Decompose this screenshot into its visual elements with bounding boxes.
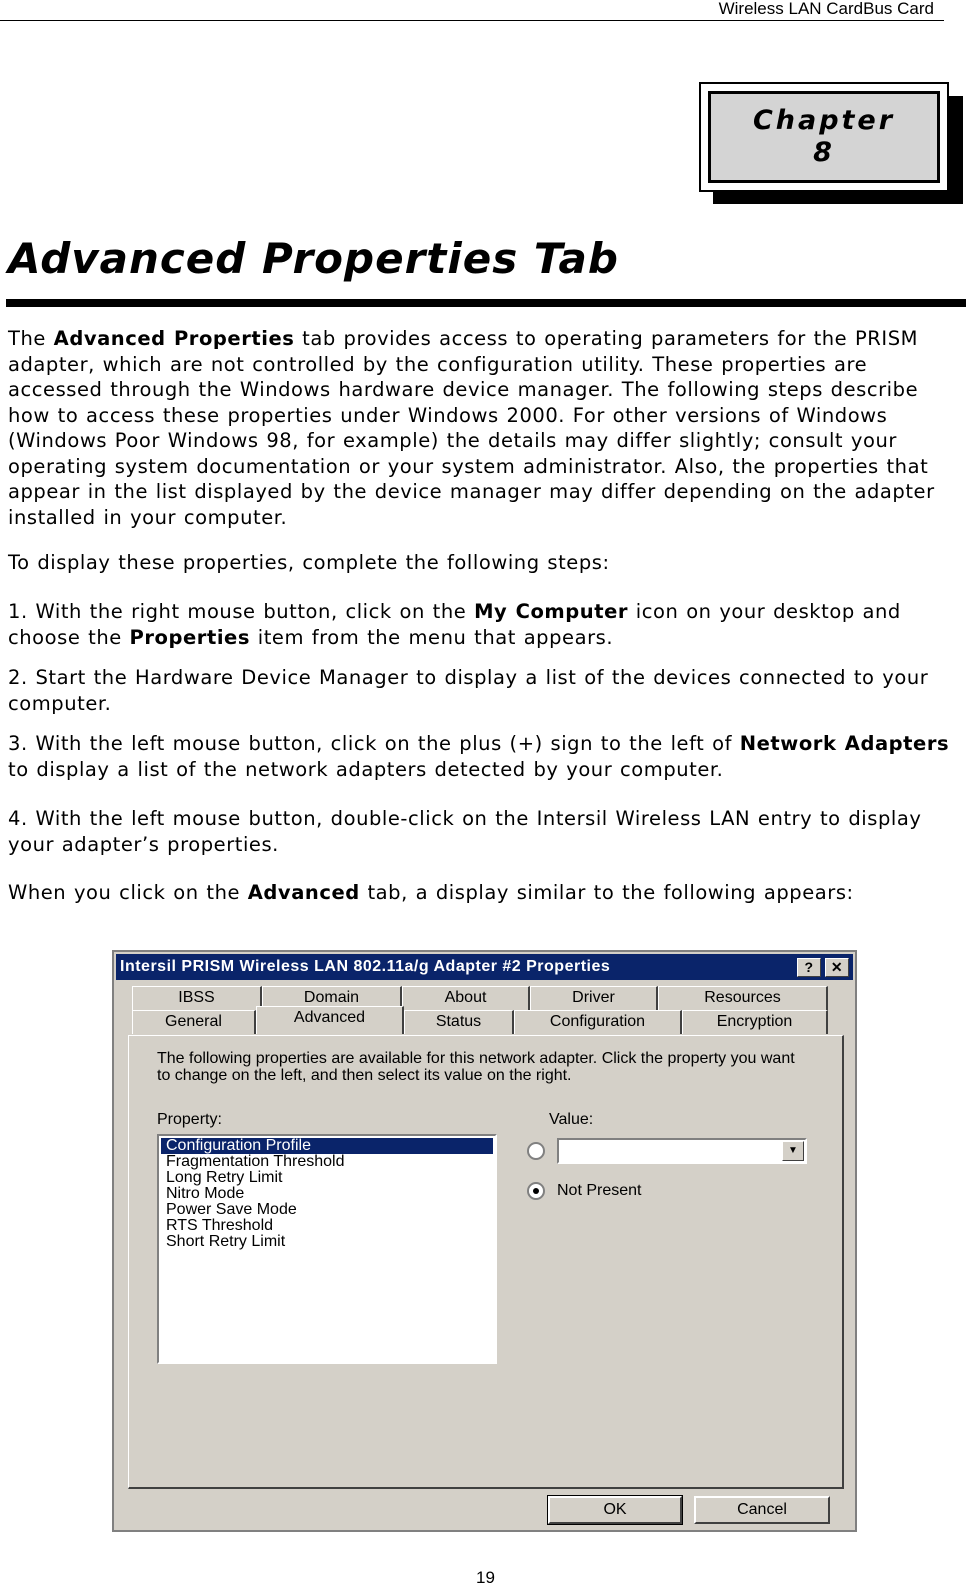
tab-ibss[interactable]: IBSS: [132, 986, 262, 1010]
advanced-note-bold: Advanced: [247, 881, 360, 904]
value-label: Value:: [549, 1111, 594, 1128]
step-3-text-a: 3. With the left mouse button, click on the plus (+) sign to the left of: [8, 732, 740, 755]
step-1-text-a: 1. With the right mouse button, click on the: [8, 600, 475, 623]
step-2: 2. Start the Hardware Device Manager to display a list of the devices connected to your computer.: [8, 666, 929, 715]
close-button[interactable]: ✕: [825, 958, 849, 977]
tab-configuration[interactable]: Configuration: [514, 1010, 682, 1034]
not-present-label: Not Present: [557, 1182, 642, 1199]
tab-about[interactable]: About: [402, 986, 530, 1010]
step-3: [8, 731, 963, 782]
cancel-button[interactable]: Cancel: [694, 1496, 830, 1524]
advanced-tab-panel: [128, 1035, 844, 1489]
property-item-rts-threshold[interactable]: RTS Threshold: [166, 1217, 274, 1234]
not-present-radio[interactable]: [527, 1182, 545, 1200]
property-item-nitro-mode[interactable]: Nitro Mode: [166, 1185, 245, 1202]
advanced-note: [8, 880, 963, 906]
tab-general[interactable]: General: [132, 1010, 256, 1034]
chapter-box: [699, 82, 949, 192]
tab-domain[interactable]: Domain: [262, 986, 402, 1010]
tab-resources[interactable]: Resources: [658, 986, 828, 1010]
chapter-number: 8: [813, 137, 835, 168]
property-label: Property:: [157, 1111, 222, 1128]
steps-intro: To display these properties, complete the following steps:: [8, 551, 610, 574]
intro-paragraph: [8, 326, 963, 530]
step-1-bold-my-computer: My Computer: [474, 600, 629, 623]
intro-text-b: tab provides access to operating parameters for the PRISM adapter, which are not controlled by the configuration utility. These properties are accessed through the Windows hardware device manager. The following steps describe how to access these properties under Windows 2000. For other versions of Windows (Windows Poor Windows 98, for example) the details may differ slightly; consult your operating system documentation or your system administrator. Also, the properties that appear in the list displayed by the device manager may differ depending on the adapter installed in your computer.: [8, 327, 935, 529]
step-1-text-b: icon on your desktop and choose the: [8, 600, 901, 649]
help-button[interactable]: ?: [797, 958, 821, 977]
chevron-down-icon[interactable]: ▼: [782, 1141, 804, 1161]
radio-selected-dot: [533, 1188, 539, 1194]
tab-driver[interactable]: Driver: [530, 986, 658, 1010]
step-1-text-c: item from the menu that appears.: [250, 625, 614, 649]
advanced-note-text-b: tab, a display similar to the following appears:: [359, 881, 854, 904]
page-title: Advanced Properties Tab: [8, 234, 619, 283]
chapter-word: Chapter: [752, 105, 896, 136]
title-rule: [6, 299, 966, 307]
panel-description: The following properties are available for this network adapter. Click the property you want to change on the left, and then select its value on the right.: [157, 1050, 795, 1084]
dialog-title: Intersil PRISM Wireless LAN 802.11a/g Adapter #2 Properties: [120, 958, 611, 975]
value-radio[interactable]: [527, 1142, 545, 1160]
tab-advanced[interactable]: Advanced: [256, 1006, 404, 1034]
dialog-titlebar: [116, 954, 853, 980]
tab-encryption[interactable]: Encryption: [682, 1010, 828, 1034]
property-list[interactable]: [157, 1134, 497, 1364]
step-3-bold-network-adapters: Network Adapters: [739, 732, 950, 755]
property-item-power-save-mode[interactable]: Power Save Mode: [166, 1201, 297, 1218]
step-3-text-b: to display a list of the network adapters detected by your computer.: [8, 757, 724, 781]
property-item-fragmentation-threshold[interactable]: Fragmentation Threshold: [166, 1153, 345, 1170]
property-item-configuration-profile[interactable]: Configuration Profile: [161, 1138, 493, 1154]
tab-status[interactable]: Status: [404, 1010, 514, 1034]
intro-text-a: The: [8, 327, 54, 350]
step-1-bold-properties: Properties: [129, 625, 250, 649]
value-combo[interactable]: [557, 1138, 807, 1164]
step-4: 4. With the left mouse button, double-click on the Intersil Wireless LAN entry to display your adapter’s properties.: [8, 807, 922, 856]
running-header: Wireless LAN CardBus Card: [0, 0, 944, 21]
page-number: 19: [476, 1568, 495, 1587]
intro-bold: Advanced Properties: [53, 327, 295, 350]
advanced-note-text-a: When you click on the: [8, 881, 248, 904]
step-1: [8, 599, 963, 650]
chapter-label: [708, 91, 940, 183]
properties-dialog-screenshot: [112, 950, 857, 1532]
property-item-long-retry-limit[interactable]: Long Retry Limit: [166, 1169, 283, 1186]
property-item-short-retry-limit[interactable]: Short Retry Limit: [166, 1233, 286, 1250]
ok-button[interactable]: OK: [548, 1496, 682, 1524]
